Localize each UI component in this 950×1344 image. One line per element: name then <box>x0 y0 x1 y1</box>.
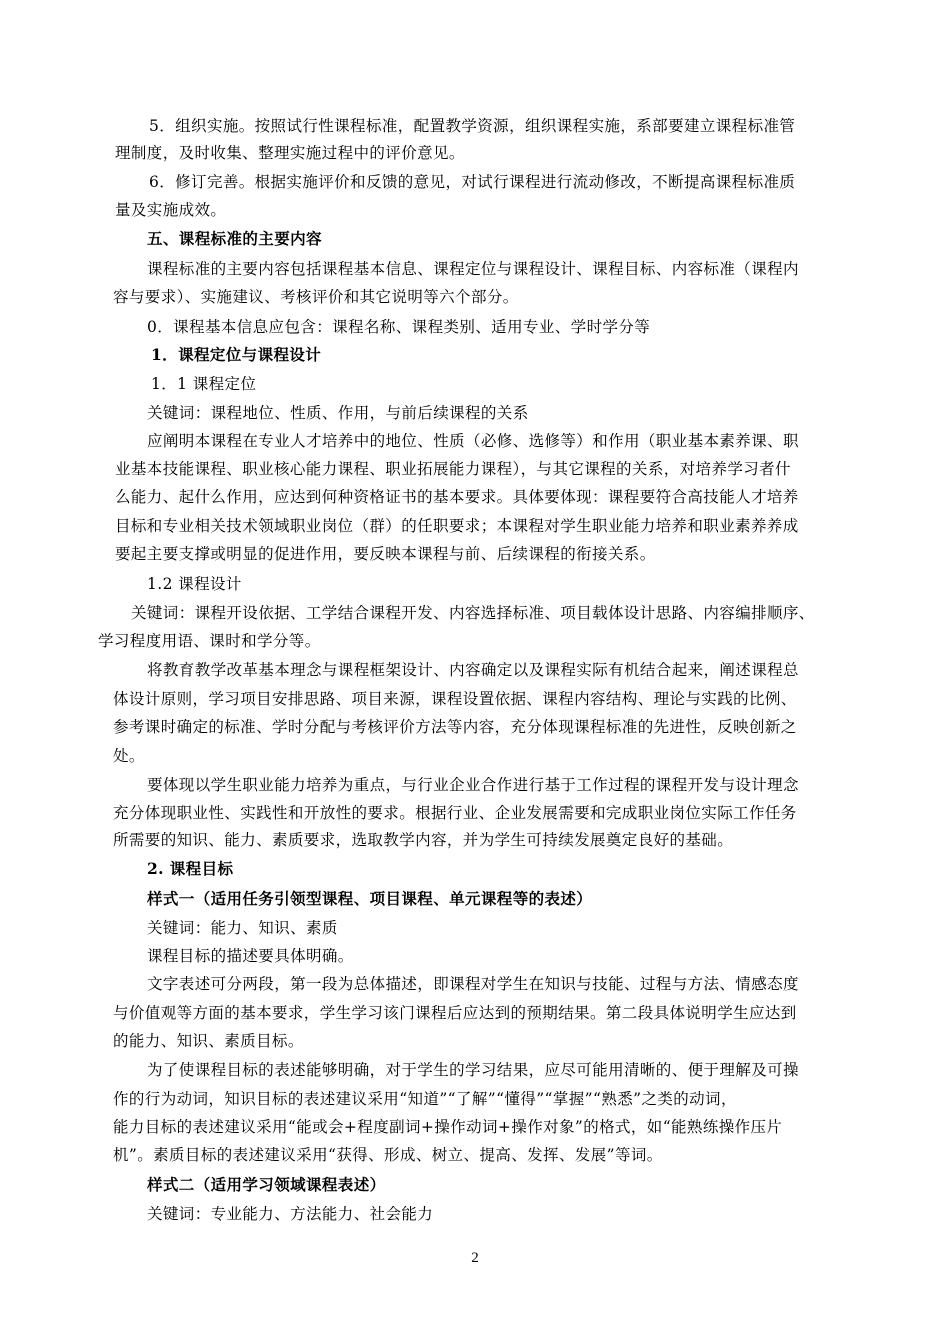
text-line: 理制度，及时收集、整理实施过程中的评价意见。 <box>115 144 465 162</box>
text-line: 关键词：课程开设依据、工学结合课程开发、内容选择标准、项目载体设计思路、内容编排顺序、 <box>131 604 815 622</box>
text-line: 业基本技能课程、职业核心能力课程、职业拓展能力课程），与其它课程的关系，对培养学习者什 <box>115 460 791 478</box>
text-line: 5．组织实施。按照试行性课程标准，配置教学资源，组织课程实施，系部要建立课程标准管 <box>149 117 796 135</box>
text-line: 目标和专业相关技术领域职业岗位（群）的任职要求；本课程对学生职业能力培养和职业素养养成 <box>115 517 799 535</box>
text-line: 容与要求）、实施建议、考核评价和其它说明等六个部分。 <box>113 288 519 306</box>
text-line: 与价值观等方面的基本要求，学生学习该门课程后应达到的预期结果。第二段具体说明学生应达到 <box>113 1004 797 1022</box>
text-line: 要体现以学生职业能力培养为重点，与行业企业合作进行基于工作过程的课程开发与设计理念 <box>147 776 799 794</box>
text-line: 课程目标的描述要具体明确。 <box>147 947 354 965</box>
section-heading: 2. 课程目标 <box>147 859 234 878</box>
text-line: 1.2 课程设计 <box>147 575 242 593</box>
text-line: 将教育教学改革基本理念与课程框架设计、内容确定以及课程实际有机结合起来，阐述课程总 <box>147 661 799 679</box>
text-line: 6．修订完善。根据实施评价和反馈的意见，对试行课程进行流动修改，不断提高课程标准质 <box>149 173 796 191</box>
text-line: 参考课时确定的标准、学时分配与考核评价方法等内容，充分体现课程标准的先进性，反映创新之 <box>113 718 797 736</box>
text-line: 作的行为动词，知识目标的表述建议采用“知道”“了解”“懂得”“掌握”“熟悉”之类的动词， <box>113 1090 737 1108</box>
text-line: 课程标准的主要内容包括课程基本信息、课程定位与课程设计、课程目标、内容标准（课程内 <box>147 260 799 278</box>
section-heading: 样式二（适用学习领域课程表述） <box>147 1175 386 1194</box>
text-line: 量及实施成效。 <box>115 201 227 219</box>
section-heading: 五、课程标准的主要内容 <box>147 229 322 248</box>
text-line: 关键词：课程地位、性质、作用，与前后续课程的关系 <box>147 404 529 422</box>
text-line: 文字表述可分两段，第一段为总体描述，即课程对学生在知识与技能、过程与方法、情感态度 <box>147 975 799 993</box>
text-line: 1．1 课程定位 <box>151 375 257 393</box>
text-line: 体设计原则，学习项目安排思路、项目来源，课程设置依据、课程内容结构、理论与实践的比例、 <box>113 690 797 708</box>
text-line: 所需要的知识、能力、素质要求，选取教学内容，并为学生可持续发展奠定良好的基础。 <box>113 831 734 849</box>
text-line: 能力目标的表述建议采用“能或会+程度副词+操作动词+操作对象”的格式，如“能熟练操作压片 <box>113 1118 783 1136</box>
text-line: 机”。素质目标的表述建议采用“获得、形成、树立、提高、发挥、发展”等词。 <box>113 1146 663 1164</box>
page-number: 2 <box>471 1250 479 1266</box>
text-line: 么能力、起什么作用，应达到何种资格证书的基本要求。具体要体现：课程要符合高技能人才培养 <box>115 488 799 506</box>
text-line: 充分体现职业性、实践性和开放性的要求。根据行业、企业发展需要和完成职业岗位实际工作任务 <box>113 804 797 822</box>
section-heading: 1．课程定位与课程设计 <box>151 345 322 364</box>
text-line: 为了使课程目标的表述能够明确，对于学生的学习结果，应尽可能用清晰的、便于理解及可操 <box>147 1061 799 1079</box>
text-line: 0．课程基本信息应包含：课程名称、课程类别、适用专业、学时学分等 <box>147 318 651 336</box>
text-line: 关键词：能力、知识、素质 <box>147 919 338 937</box>
text-line: 应阐明本课程在专业人才培养中的地位、性质（必修、选修等）和作用（职业基本素养课、职 <box>147 432 799 450</box>
text-line: 处。 <box>113 747 145 765</box>
text-line: 关键词：专业能力、方法能力、社会能力 <box>147 1205 434 1223</box>
text-line: 的能力、知识、素质目标。 <box>113 1032 304 1050</box>
section-heading: 样式一（适用任务引领型课程、项目课程、单元课程等的表述） <box>147 889 593 908</box>
text-line: 要起主要支撑或明显的促进作用，要反映本课程与前、后续课程的衔接关系。 <box>115 545 656 563</box>
text-line: 学习程度用语、课时和学分等。 <box>98 632 321 650</box>
